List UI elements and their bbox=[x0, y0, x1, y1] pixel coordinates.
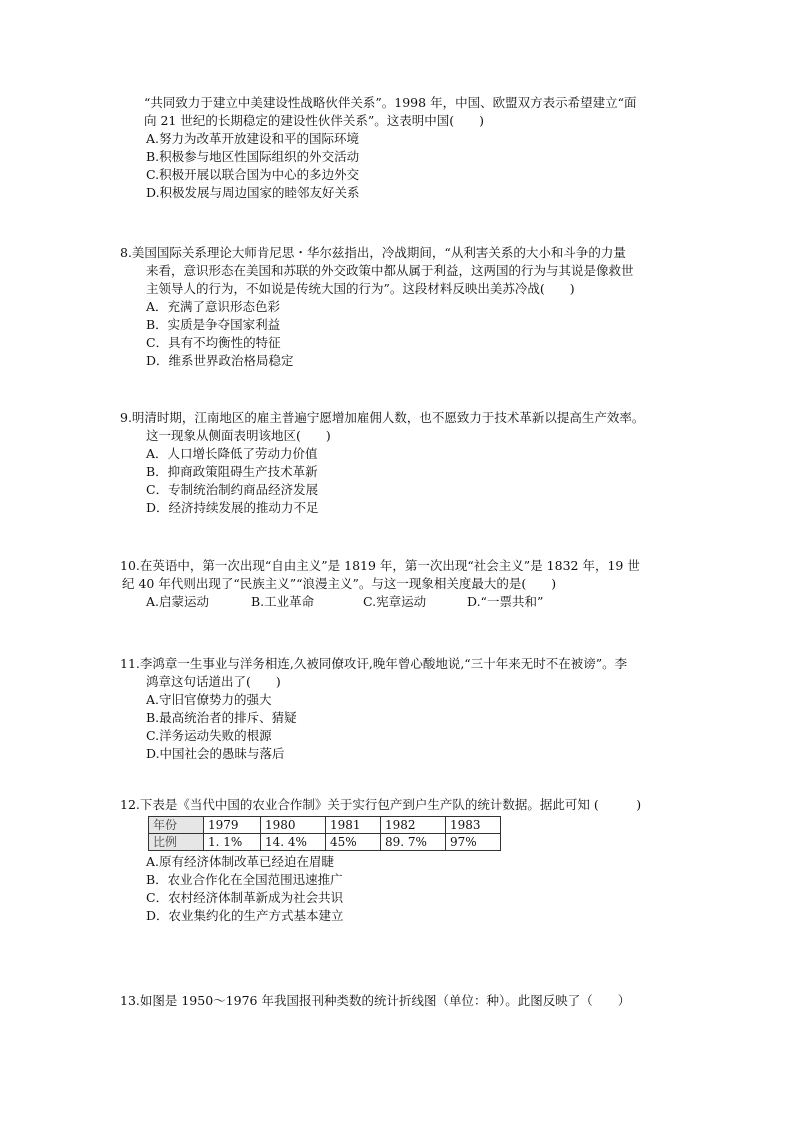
question-10 bbox=[120, 557, 706, 611]
q12-table-cell: 比例 bbox=[149, 834, 204, 851]
question-7-stem bbox=[120, 94, 706, 130]
q7-stem-line1: “共同致力于建立中美建设性战略伙伴关系”。1998 年，中国、欧盟双方表示希望建立“面 bbox=[144, 95, 637, 110]
q12-statistics-table bbox=[148, 816, 501, 851]
q9-option-c: C．专制统治制约商品经济发展 bbox=[146, 482, 319, 497]
q11-option-c: C.洋务运动失败的根源 bbox=[146, 728, 272, 743]
q10-option-b: B.工业革命 bbox=[251, 594, 315, 609]
q11-option-b: B.最高统治者的排斥、猜疑 bbox=[146, 710, 297, 725]
q12-table-cell: 45% bbox=[326, 834, 381, 851]
q12-table-cell: 97% bbox=[446, 834, 501, 851]
q8-stem-line3: 主领导人的行为，不如说是传统大国的行为”。这段材料反映出美苏冷战( ) bbox=[146, 281, 575, 296]
q7-stem-line2: 向 21 世纪的长期稳定的建设性伙伴关系”。这表明中国( ) bbox=[144, 113, 484, 128]
q8-option-c: C．具有不均衡性的特征 bbox=[146, 335, 281, 350]
q7-option-d: D.积极发展与周边国家的睦邻友好关系 bbox=[146, 185, 360, 200]
q9-option-d: D．经济持续发展的推动力不足 bbox=[146, 500, 319, 515]
q7-option-a: A.努力为改革开放建设和平的国际环境 bbox=[146, 131, 360, 146]
q11-stem-line1: 11.李鸿章一生事业与洋务相连,久被同僚攻讦,晚年曾心酸地说,“三十年来无时不在被谤”。李 bbox=[120, 656, 628, 671]
q12-table-cell: 1981 bbox=[326, 817, 381, 834]
q8-option-d: D．维系世界政治格局稳定 bbox=[146, 353, 294, 368]
question-13 bbox=[120, 992, 706, 1010]
question-8 bbox=[120, 244, 706, 370]
q7-option-c: C.积极开展以联合国为中心的多边外交 bbox=[146, 167, 360, 182]
q8-option-a: A．充满了意识形态色彩 bbox=[146, 299, 281, 314]
q10-option-d: D.“一票共和” bbox=[467, 594, 544, 609]
q12-table-cell: 14. 4% bbox=[261, 834, 326, 851]
q9-option-a: A．人口增长降低了劳动力价值 bbox=[146, 446, 318, 461]
q11-option-a: A.守旧官僚势力的强大 bbox=[146, 692, 272, 707]
q10-stem-line1: 10.在英语中，第一次出现“自由主义”是 1819 年，第一次出现“社会主义”是 1832 年，19 世 bbox=[120, 558, 640, 573]
q12-stem-line1: 12.下表是《当代中国的农业合作制》关于实行包产到户生产队的统计数据。据此可知 ( ) bbox=[120, 797, 642, 812]
q7-option-b: B.积极参与地区性国际组织的外交活动 bbox=[146, 149, 360, 164]
q8-stem-line2: 来看，意识形态在美国和苏联的外交政策中都从属于利益，这两国的行为与其说是像救世 bbox=[146, 263, 634, 278]
q12-table-cell: 1980 bbox=[261, 817, 326, 834]
q8-option-b: B．实质是争夺国家利益 bbox=[146, 317, 281, 332]
q12-option-a: A.原有经济体制改革已经迫在眉睫 bbox=[146, 854, 335, 869]
q11-option-d: D.中国社会的愚昧与落后 bbox=[146, 746, 285, 761]
q13-stem-line1: 13.如图是 1950～1976 年我国报刊种类数的统计折线图（单位：种）。此图反映了（ ） bbox=[120, 993, 631, 1008]
question-12 bbox=[120, 796, 706, 925]
q12-table-cell: 89. 7% bbox=[381, 834, 446, 851]
q12-table-cell: 1. 1% bbox=[204, 834, 261, 851]
q8-stem-line1: 8.美国国际关系理论大师肯尼思・华尔兹指出，冷战期间，“从利害关系的大小和斗争的力量 bbox=[120, 245, 626, 260]
q9-stem-line2: 这一现象从侧面表明该地区( ) bbox=[146, 428, 331, 443]
q12-table-cell: 1982 bbox=[381, 817, 446, 834]
question-9 bbox=[120, 409, 706, 517]
q11-stem-line2: 鸿章这句话道出了( ) bbox=[146, 674, 281, 689]
q12-table-cell: 1979 bbox=[204, 817, 261, 834]
q9-stem-line1: 9.明清时期，江南地区的雇主普遍宁愿增加雇佣人数，也不愿致力于技术革新以提高生产效率。 bbox=[120, 410, 645, 425]
q10-option-a: A.启蒙运动 bbox=[146, 594, 210, 609]
q12-table-row-ratio bbox=[149, 834, 501, 851]
q10-option-c: C.宪章运动 bbox=[363, 594, 427, 609]
q12-table-cell: 1983 bbox=[446, 817, 501, 834]
q12-table-row-year bbox=[149, 817, 501, 834]
q12-option-c: C．农村经济体制革新成为社会共识 bbox=[146, 890, 344, 905]
q12-option-d: D．农业集约化的生产方式基本建立 bbox=[146, 908, 344, 923]
q10-options-row bbox=[120, 593, 706, 611]
question-11 bbox=[120, 655, 706, 763]
q9-option-b: B．抑商政策阻碍生产技术革新 bbox=[146, 464, 318, 479]
q10-stem-line2: 纪 40 年代则出现了“民族主义”“浪漫主义”。与这一现象相关度最大的是( ) bbox=[122, 576, 557, 591]
q12-table-cell: 年份 bbox=[149, 817, 204, 834]
q12-option-b: B．农业合作化在全国范围迅速推广 bbox=[146, 872, 343, 887]
question-7 bbox=[120, 94, 706, 202]
